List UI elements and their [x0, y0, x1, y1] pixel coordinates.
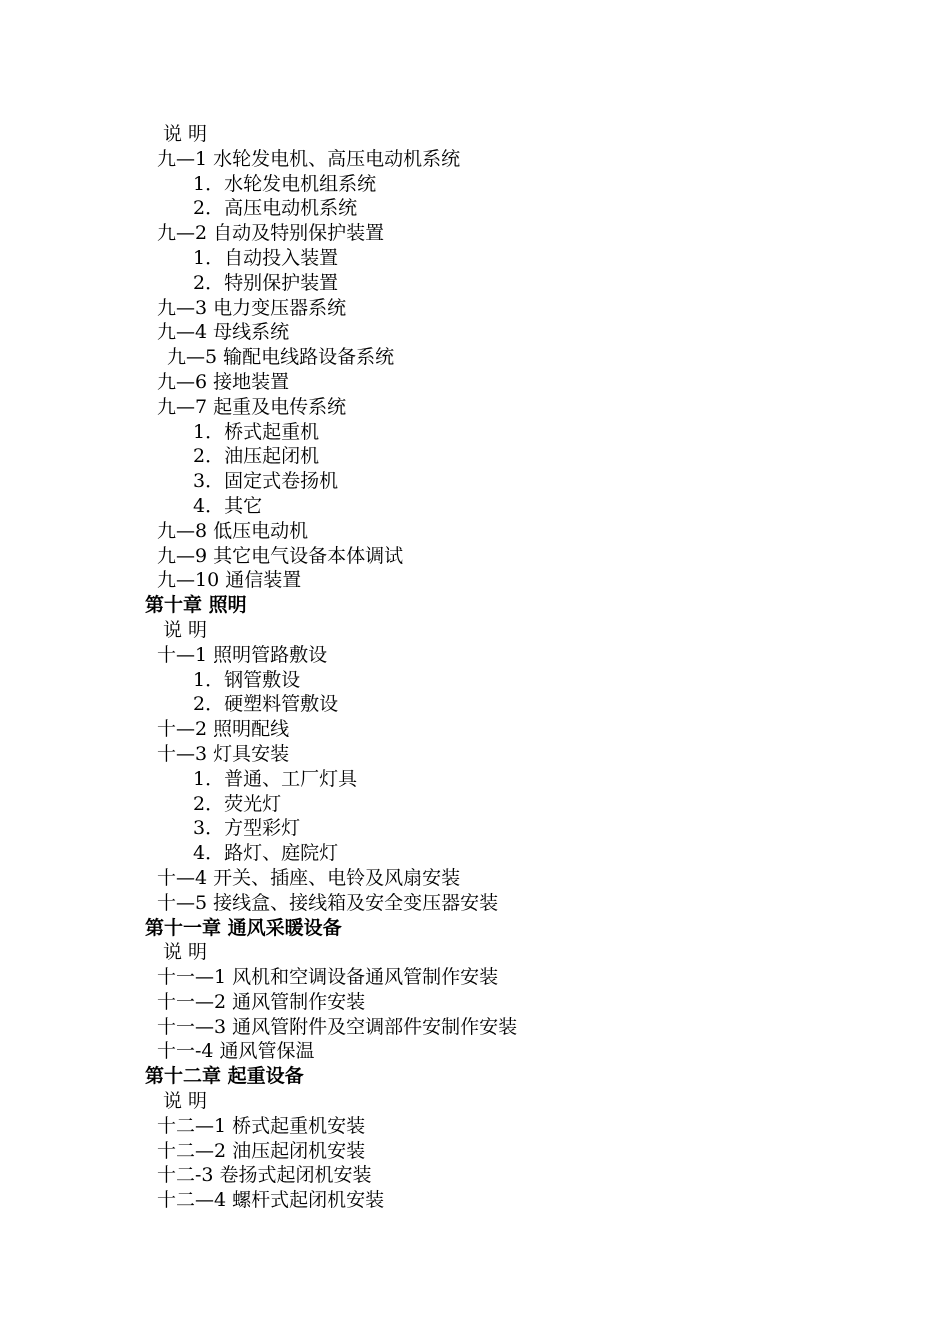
toc-chapter-heading: 第十二章 起重设备 [145, 1065, 304, 1088]
toc-subsection: 1．钢管敷设 [193, 668, 301, 691]
toc-subsection: 2．油压起闭机 [193, 445, 320, 468]
toc-note: 说 明 [163, 941, 208, 964]
toc-section: 九—9 其它电气设备本体调试 [157, 544, 404, 567]
toc-section: 九—8 低压电动机 [157, 519, 309, 542]
toc-subsection: 1．水轮发电机组系统 [193, 172, 377, 195]
toc-note: 说 明 [163, 1090, 208, 1113]
toc-subsection: 1．桥式起重机 [193, 420, 320, 443]
toc-section: 十—4 开关、插座、电铃及风扇安装 [157, 866, 461, 889]
toc-note: 说 明 [163, 618, 208, 641]
toc-section: 九—10 通信装置 [157, 569, 302, 592]
toc-section: 十—1 照明管路敷设 [157, 643, 328, 666]
toc-subsection: 1．普通、工厂灯具 [193, 767, 358, 790]
toc-section: 十二—4 螺杆式起闭机安装 [157, 1189, 385, 1212]
toc-chapter-heading: 第十章 照明 [145, 594, 247, 617]
toc-section: 十二—2 油压起闭机安装 [157, 1139, 366, 1162]
toc-subsection: 2．硬塑料管敷设 [193, 693, 339, 716]
toc-section: 十一—1 风机和空调设备通风管制作安装 [157, 966, 499, 989]
toc-subsection: 3．方型彩灯 [193, 817, 301, 840]
toc-chapter-heading: 第十一章 通风采暖设备 [145, 916, 342, 939]
toc-section: 十—2 照明配线 [157, 718, 290, 741]
toc-section: 九—6 接地装置 [157, 370, 290, 393]
toc-section: 九—4 母线系统 [157, 321, 290, 344]
toc-section: 九—7 起重及电传系统 [157, 395, 347, 418]
toc-section: 十—5 接线盒、接线箱及安全变压器安装 [157, 891, 499, 914]
toc-subsection: 2．荧光灯 [193, 792, 282, 815]
toc-section: 十二-3 卷扬式起闭机安装 [157, 1164, 372, 1187]
toc-section: 十一—3 通风管附件及空调部件安制作安装 [157, 1015, 518, 1038]
toc-section: 九—3 电力变压器系统 [157, 296, 347, 319]
toc-section: 十一-4 通风管保温 [157, 1040, 315, 1063]
toc-section: 九—1 水轮发电机、高压电动机系统 [157, 147, 461, 170]
toc-subsection: 4．其它 [193, 494, 263, 517]
toc-section: 十—3 灯具安装 [157, 742, 290, 765]
toc-subsection: 4．路灯、庭院灯 [193, 842, 339, 865]
toc-section: 十二—1 桥式起重机安装 [157, 1114, 366, 1137]
toc-subsection: 3．固定式卷扬机 [193, 470, 339, 493]
toc-section: 十一—2 通风管制作安装 [157, 990, 366, 1013]
table-of-contents [145, 122, 845, 1213]
toc-subsection: 2．特别保护装置 [193, 271, 339, 294]
toc-section: 九—2 自动及特别保护装置 [157, 222, 385, 245]
toc-section: 九—5 输配电线路设备系统 [167, 346, 395, 369]
toc-subsection: 1．自动投入装置 [193, 246, 339, 269]
toc-subsection: 2．高压电动机系统 [193, 197, 358, 220]
toc-note: 说 明 [163, 123, 208, 145]
